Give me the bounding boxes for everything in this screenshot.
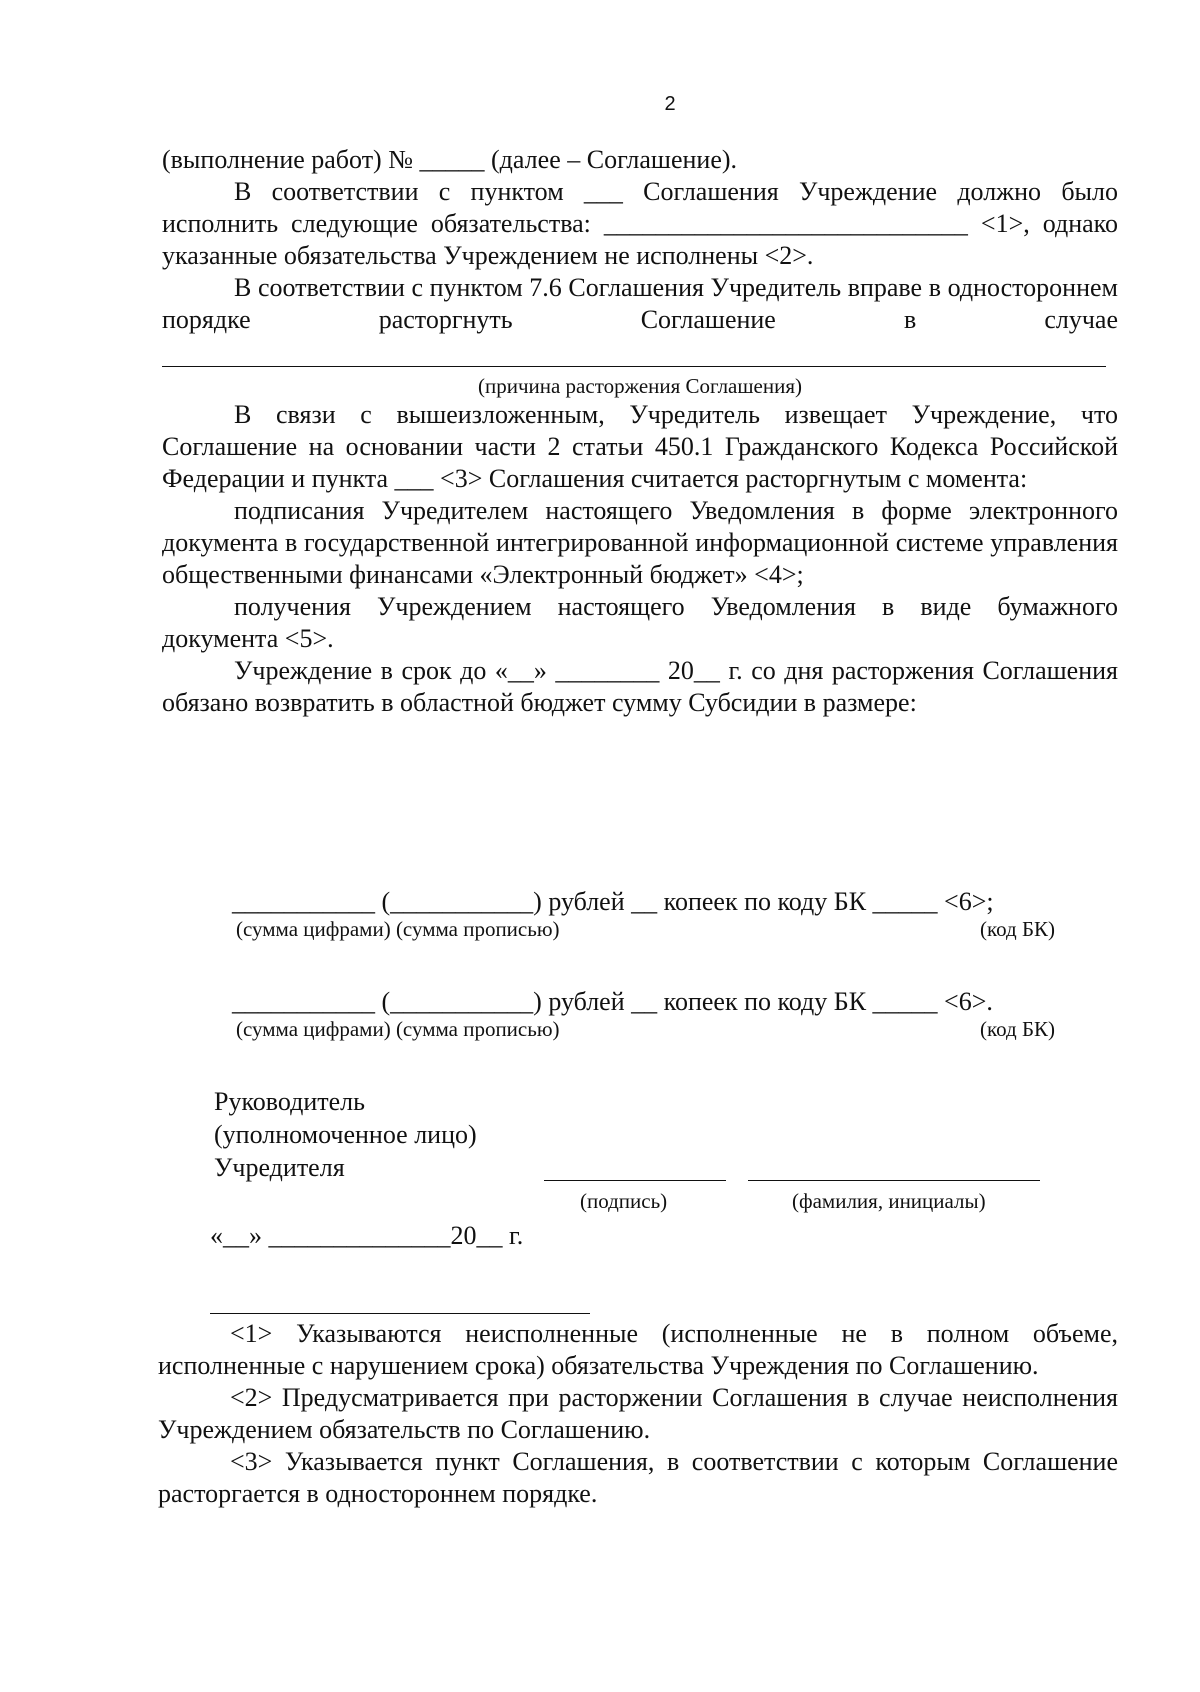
sum-entry-2	[232, 986, 1132, 1042]
sum-caption	[232, 1018, 1132, 1042]
paragraph-refund: Учреждение в срок до «__» ________ 20__ г. со дня расторжения Соглашения обязано возвратить в областной бюджет сумму Субсидии в размере:	[162, 656, 1118, 717]
paragraph-electronic-signing: подписания Учредителем настоящего Уведомления в форме электронного документа в государственной интегрированной информационной системе управления общественными финансами «Электронный бюджет» <4>;	[162, 496, 1118, 589]
sum-caption-amounts: (сумма цифрами) (сумма прописью)	[236, 1017, 560, 1041]
sum-caption	[232, 918, 1132, 942]
document-body	[162, 144, 1118, 719]
signature-date: «__» ______________20__ г.	[210, 1221, 524, 1250]
sum-line: ___________ (___________) рублей __ копеек по коду БК _____ <6>.	[232, 987, 993, 1016]
paragraph-work: (выполнение работ) № _____ (далее – Соглашение).	[162, 145, 738, 174]
footnote-1: <1> Указываются неисполненные (исполненные не в полном объеме, исполненные с нарушением срока) обязательства Учреждения по Соглашению.	[158, 1319, 1118, 1380]
termination-reason-field	[162, 336, 1106, 367]
footnote-3: <3> Указывается пункт Соглашения, в соответствии с которым Соглашение расторгается в одностороннем порядке.	[158, 1447, 1118, 1508]
paragraph-termination-right: В соответствии с пунктом 7.6 Соглашения Учредитель вправе в одностороннем порядке расторгнуть Соглашение в случае	[162, 273, 1118, 334]
signatory-title-line2: (уполномоченное лицо)	[214, 1120, 477, 1149]
footnote-2: <2> Предусматривается при расторжении Соглашения в случае неисполнения Учреждением обязательств по Соглашению.	[158, 1383, 1118, 1444]
footnotes	[158, 1318, 1118, 1510]
sum-line: ___________ (___________) рублей __ копеек по коду БК _____ <6>;	[232, 887, 994, 916]
sum-caption-amounts: (сумма цифрами) (сумма прописью)	[236, 917, 560, 941]
sum-caption-code: (код БК)	[980, 1017, 1056, 1041]
name-caption: (фамилия, инициалы)	[792, 1189, 986, 1213]
page-number: 2	[664, 93, 676, 115]
termination-reason-caption: (причина расторжения Соглашения)	[477, 374, 803, 398]
paragraph-notice: В связи с вышеизложенным, Учредитель извещает Учреждение, что Соглашение на основании части 2 статьи 450.1 Гражданского Кодекса Российской Федерации и пункта ___ <3> Соглашения считается расторгнутым с момента:	[162, 400, 1118, 493]
sum-entry-1	[232, 886, 1132, 942]
signature-caption: (подпись)	[580, 1189, 668, 1213]
signatory-title-line3: Учредителя	[214, 1153, 345, 1182]
footnote-separator	[210, 1313, 590, 1314]
name-field	[748, 1158, 1040, 1181]
sum-caption-code: (код БК)	[980, 917, 1056, 941]
paragraph-paper-receipt: получения Учреждением настоящего Уведомления в виде бумажного документа <5>.	[162, 592, 1118, 653]
signature-field	[544, 1158, 726, 1181]
signatory-title-line1: Руководитель	[214, 1087, 365, 1116]
paragraph-obligations: В соответствии с пунктом ___ Соглашения Учреждение должно было исполнить следующие обязательства: ____________________________ <1>, однако указанные обязательства Учреждением не исполнены <2>.	[162, 177, 1118, 270]
